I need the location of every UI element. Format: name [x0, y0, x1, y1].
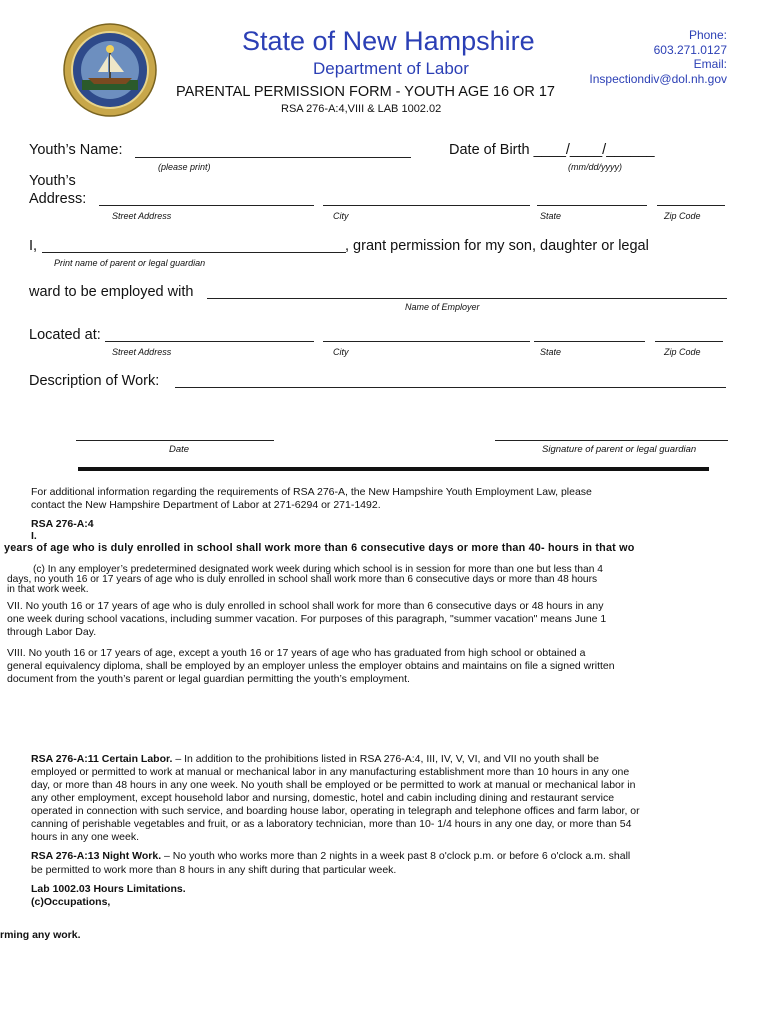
youth-state-field[interactable] — [537, 205, 647, 206]
city-caption: City — [333, 211, 349, 221]
youth-name-label: Youth’s Name: — [29, 142, 123, 158]
rming-fragment: rming any work. — [0, 929, 81, 941]
rsa11-line-4: any other employment, except household labor and nursing, domestic, hotel and cabin including dining and restaurant service — [31, 792, 615, 804]
intro-line-2: contact the New Hampshire Department of Labor at 271-6294 or 271-1492. — [31, 499, 381, 511]
ward-text: ward to be employed with — [29, 284, 194, 300]
state-caption: State — [540, 211, 562, 221]
viii-line-1: VIII. No youth 16 or 17 years of age, except a youth 16 or 17 years of age who has graduated from high school or obtained a — [7, 647, 586, 659]
located-label: Located at: — [29, 327, 101, 343]
employer-street-field[interactable] — [105, 341, 314, 342]
grant-text: , grant permission for my son, daughter or legal — [345, 238, 649, 254]
i-label: I, — [29, 238, 38, 254]
phone-label: Phone: — [688, 28, 727, 42]
phone-number: 603.271.0127 — [653, 42, 727, 57]
section-divider — [78, 467, 709, 471]
rsa11-line-1 — [31, 753, 599, 766]
c-line-1: (c) In any employer’s predetermined designated work week during which school is in session for more than one but less than 4 — [33, 564, 603, 575]
signature-field[interactable] — [495, 440, 728, 441]
rsa13-text: – No youth who works more than 2 nights in a week past 8 o'clock p.m. or before 6 o'clock a.m. shall — [161, 850, 631, 862]
state-title: State of New Hampshire — [242, 26, 535, 56]
youth-label: Youth’s — [29, 173, 76, 189]
rsa11-text: – In addition to the prohibitions listed in RSA 276-A:4, III, IV, V, VI, and VII no youth shall be — [172, 753, 599, 765]
rsa11-line-3: day, or more than 48 hours in any one week. No youth shall be employed or be permitted to work at manual or mechanical labor in — [31, 779, 636, 791]
email-label: Email: — [693, 57, 727, 71]
please-print-caption: (please print) — [158, 162, 211, 172]
employer-state-field[interactable] — [534, 341, 645, 342]
employer-city-field[interactable] — [323, 341, 530, 342]
rsa13-heading: RSA 276-A:13 Night Work. — [31, 850, 162, 862]
rsa11-line-2: employed or permitted to work at manual or mechanical labor in any manufacturing establishment more than 10 hours in any one — [31, 766, 630, 778]
description-label: Description of Work: — [29, 373, 160, 389]
zip-caption: Zip Code — [664, 211, 701, 221]
youth-zip-field[interactable] — [657, 205, 725, 206]
description-field[interactable] — [175, 387, 726, 388]
street-caption: Street Address — [112, 211, 172, 221]
dob-format-caption: (mm/dd/yyyy) — [568, 162, 622, 172]
signature-caption: Signature of parent or legal guardian — [542, 444, 697, 455]
parent-name-caption: Print name of parent or legal guardian — [54, 258, 206, 268]
form-title: PARENTAL PERMISSION FORM - YOUTH AGE 16 OR 17 — [176, 84, 555, 100]
lab-heading: Lab 1002.03 Hours Limitations. — [31, 883, 186, 895]
youth-city-field[interactable] — [323, 205, 530, 206]
state-caption-2: State — [540, 347, 562, 357]
employer-caption: Name of Employer — [405, 302, 480, 312]
intro-line-1: For additional information regarding the requirements of RSA 276-A, the New Hampshire Youth Employment Law, please — [31, 486, 592, 498]
department-title: Department of Labor — [313, 59, 469, 78]
c-line-2: days, no youth 16 or 17 years of age who is duly enrolled in school shall work more than 6 consecutive days or more than 48 hours — [7, 574, 598, 585]
city-caption-2: City — [333, 347, 349, 357]
state-seal-icon — [62, 22, 158, 118]
rsa4-heading: RSA 276-A:4 — [31, 518, 94, 530]
lab-occupations: (c)Occupations, — [31, 896, 111, 908]
date-caption: Date — [169, 444, 190, 455]
rsa11-line-5: operated in connection with such service, and boarding house labor, operating in telegraph and telephone offices and farm labor, or — [31, 805, 640, 817]
address-label: Address: — [29, 191, 87, 207]
rsa11-line-6: canning of perishable vegetables and fruit, or as a laboratory technician, more than 10- 1/4 hours in any one day, or more than 54 — [31, 818, 632, 830]
employer-field[interactable] — [207, 298, 727, 299]
street-caption-2: Street Address — [112, 347, 172, 357]
employer-zip-field[interactable] — [655, 341, 723, 342]
viii-line-3: document from the youth’s parent or legal guardian permitting the youth’s employment. — [7, 673, 410, 685]
parent-name-field[interactable] — [42, 252, 346, 253]
email-address[interactable]: Inspectiondiv@dol.nh.gov — [589, 71, 727, 86]
contact-info — [589, 28, 727, 86]
rsa13-line-2: be permitted to work more than 8 hours in any shift during that particular week. — [31, 864, 397, 876]
zip-caption-2: Zip Code — [664, 347, 701, 357]
rsa13-line-1 — [31, 850, 630, 863]
dob-field[interactable]: Date of Birth ____/____/______ — [449, 142, 655, 158]
date-field[interactable] — [76, 440, 274, 441]
youth-name-field[interactable] — [135, 157, 411, 158]
rsa11-line-7: hours in any one week. — [31, 831, 139, 843]
rsa11-heading: RSA 276-A:11 Certain Labor. — [31, 753, 173, 765]
rsa4-bold-line: years of age who is duly enrolled in school shall work more than 6 consecutive days or more than 40- hours in that wo — [4, 542, 635, 554]
rsa4-roman: I. — [31, 530, 37, 542]
vii-line-3: through Labor Day. — [7, 626, 97, 638]
vii-line-2: one week during school vacations, including summer vacation. For purposes of this paragraph, "summer vacation" means June 1 — [7, 613, 607, 625]
youth-street-field[interactable] — [99, 205, 314, 206]
viii-line-2: general equivalency diploma, shall be employed by an employer unless the employer obtains and maintains on file a signed written — [7, 660, 615, 672]
c-line-3: in that work week. — [7, 584, 89, 595]
rsa-reference: RSA 276-A:4,VIII & LAB 1002.02 — [281, 103, 442, 115]
vii-line-1: VII. No youth 16 or 17 years of age who is duly enrolled in school shall work for more than 6 consecutive days or 48 hours in any — [7, 600, 604, 612]
